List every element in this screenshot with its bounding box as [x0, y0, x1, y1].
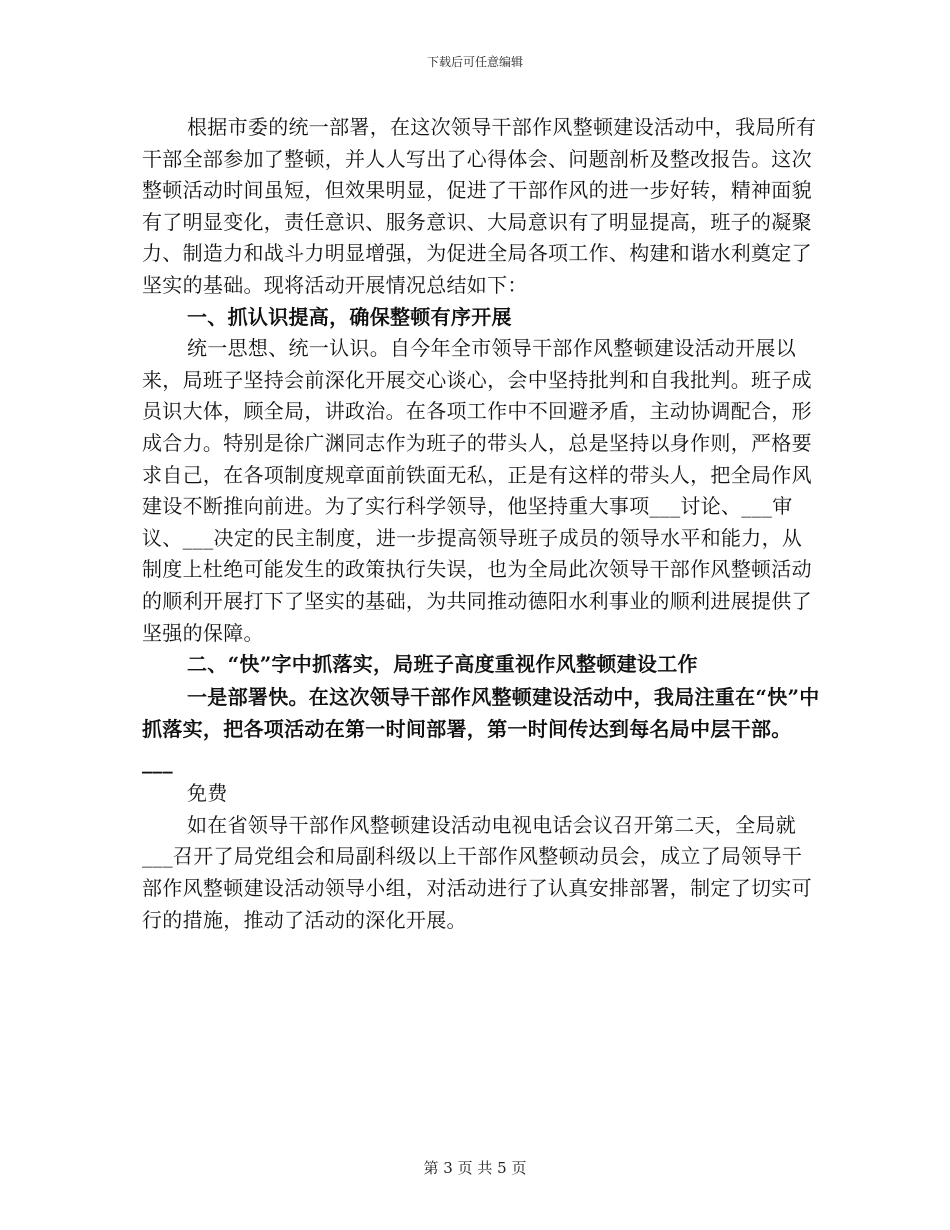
section-2-bold-paragraph: 一是部署快。在这次领导干部作风整顿建设活动中，我局注重在“快”中抓落实，把各项活动在第一时间部署，第一时间传达到每名局中层干部。___: [142, 684, 820, 774]
section-heading-2: 二、“快”字中抓落实，局班子高度重视作风整顿建设工作: [187, 652, 698, 677]
document-body: [142, 112, 822, 936]
page-footer-number: 第 3 页 共 5 页: [423, 1159, 527, 1177]
intro-paragraph: 根据市委的统一部署，在这次领导干部作风整顿建设活动中，我局所有干部全部参加了整顿，并人人写出了心得体会、问题剖析及整改报告。这次整顿活动时间虽短，但效果明显，促进了干部作风的进一步好转，精神面貌有了明显变化，责任意识、服务意识、大局意识有了明显提高，班子的凝聚力、制造力和战斗力明显增强，为促进全局各项工作、构建和谐水利奠定了坚实的基础。现将活动开展情况总结如下：: [142, 115, 817, 297]
free-label: 免费: [187, 781, 228, 806]
section-heading-1: 一、抓认识提高，确保整顿有序开展: [187, 304, 512, 329]
page-header-note: 下载后可任意编辑: [426, 55, 523, 69]
section-1-paragraph: 统一思想、统一认识。自今年全市领导干部作风整顿建设活动开展以来，局班子坚持会前深化开展交心谈心，会中坚持批判和自我批判。班子成员识大体，顾全局，讲政治。在各项工作中不回避矛盾，主动协调配合，形成合力。特别是徐广渊同志作为班子的带头人，总是坚持以身作则，严格要求自己，在各项制度规章面前铁面无私，正是有这样的带头人，把全局作风建设不断推向前进。为了实行科学领导，他坚持重大事项___讨论、___审议、___决定的民主制度，进一步提高领导班子成员的领导水平和能力，从制度上杜绝可能发生的政策执行失误，也为全局此次领导干部作风整顿活动的顺利开展打下了坚实的基础，为共同推动德阳水利事业的顺利进展提供了坚强的保障。: [142, 336, 812, 645]
section-2-paragraph: 如在省领导干部作风整顿建设活动电视电话会议召开第二天，全局就___召开了局党组会和局副科级以上干部作风整顿动员会，成立了局领导干部作风整顿建设活动领导小组，对活动进行了认真安排部署，制定了切实可行的措施，推动了活动的深化开展。: [142, 812, 812, 932]
